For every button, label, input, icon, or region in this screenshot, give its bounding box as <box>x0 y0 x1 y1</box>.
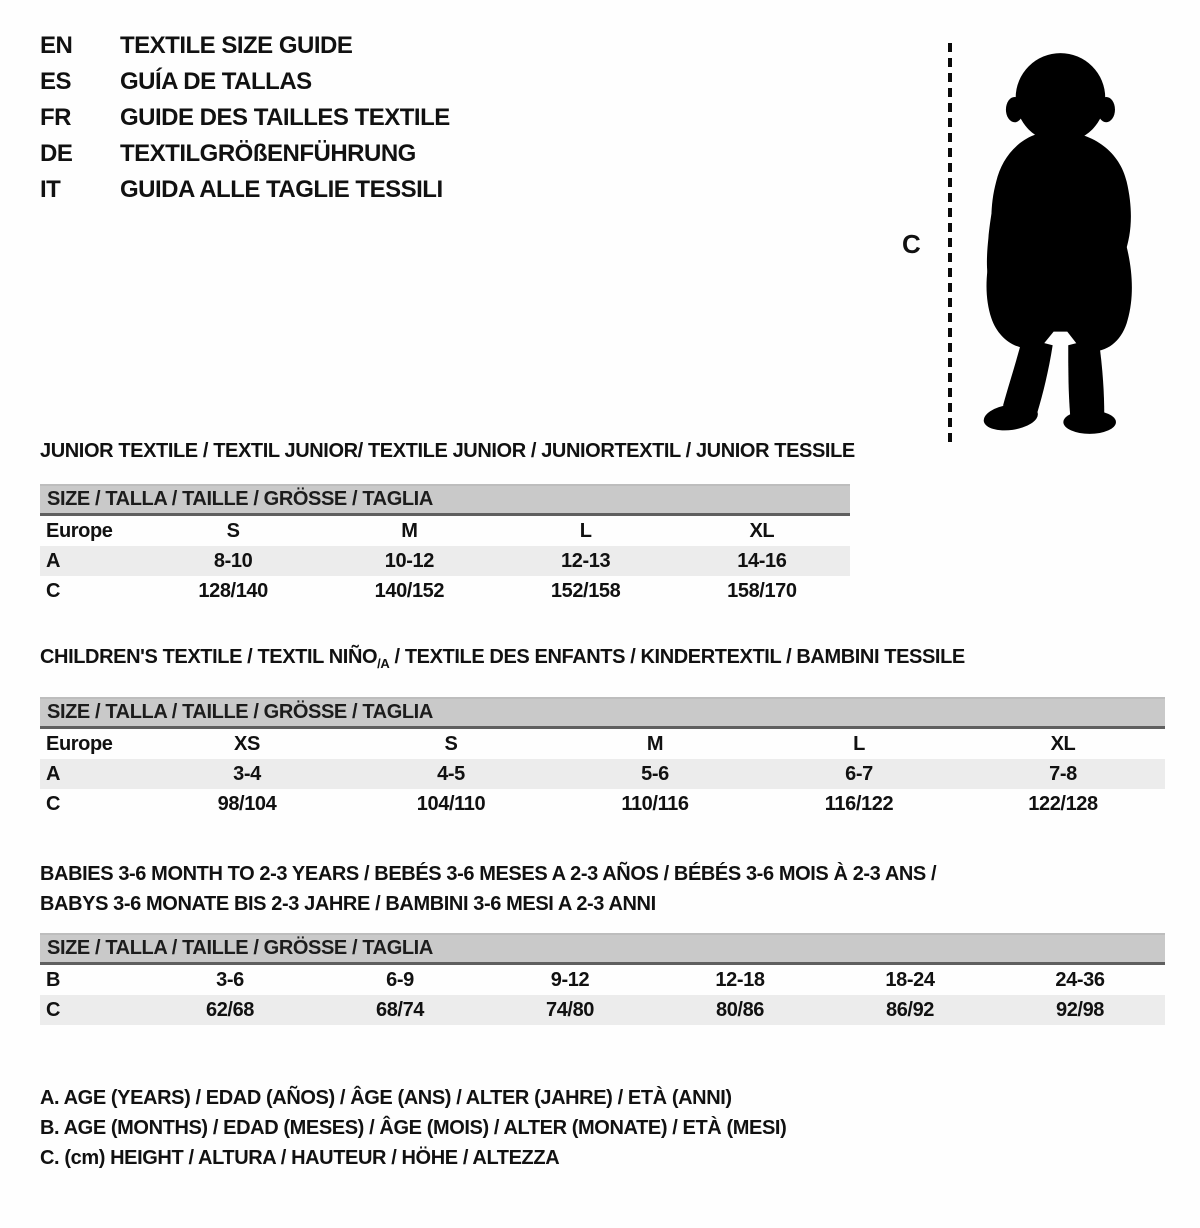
cell: M <box>401 519 418 542</box>
section-title-children <box>40 646 1165 675</box>
lang-code: EN <box>40 32 73 59</box>
guide-title-es: GUÍA DE TALLAS <box>120 68 312 95</box>
cell: 9-12 <box>550 968 590 991</box>
section-title-junior: JUNIOR TEXTILE / TEXTIL JUNIOR/ TEXTILE JUNIOR / JUNIORTEXTIL / JUNIOR TESSILE <box>40 440 855 462</box>
cell: 3-4 <box>233 762 261 785</box>
cell: 116/122 <box>824 792 894 815</box>
cell: 86/92 <box>885 998 935 1021</box>
babies-size-table <box>40 933 1165 1025</box>
cell: 74/80 <box>545 998 595 1021</box>
row-label: C <box>46 579 61 602</box>
cell: 5-6 <box>641 762 669 785</box>
guide-title-it: GUIDA ALLE TAGLIE TESSILI <box>120 176 443 203</box>
cell: 122/128 <box>1028 792 1098 815</box>
cell: 6-9 <box>386 968 414 991</box>
table-row-height <box>40 789 1165 819</box>
lang-code: IT <box>40 176 61 203</box>
cell: 4-5 <box>437 762 465 785</box>
cell: 104/110 <box>416 792 486 815</box>
guide-title-fr: GUIDE DES TAILLES TEXTILE <box>120 104 450 131</box>
cell: 110/116 <box>621 792 689 815</box>
cell: 8-10 <box>213 549 253 572</box>
cell: 12-18 <box>715 968 765 991</box>
legend-line-b: B. AGE (MONTHS) / EDAD (MESES) / ÂGE (MOIS) / ALTER (MONATE) / ETÀ (MESI) <box>40 1117 787 1139</box>
table-row-age <box>40 546 850 576</box>
cell: 7-8 <box>1049 762 1077 785</box>
lang-code: ES <box>40 68 72 95</box>
junior-size-table <box>40 484 850 606</box>
babies-title-line1: BABIES 3-6 MONTH TO 2-3 YEARS / BEBÉS 3-6 MESES A 2-3 AÑOS / BÉBÉS 3-6 MOIS À 2-3 ANS / <box>40 863 937 885</box>
row-label: Europe <box>46 732 113 755</box>
cell: 140/152 <box>374 579 445 602</box>
cell: 3-6 <box>216 968 244 991</box>
guide-title-de: TEXTILGRÖßENFÜHRUNG <box>120 140 416 167</box>
row-label: Europe <box>46 519 113 542</box>
children-title-prefix: CHILDREN'S TEXTILE / TEXTIL NIÑO <box>40 646 378 668</box>
children-size-table <box>40 697 1165 819</box>
cell: 14-16 <box>737 549 787 572</box>
cell: 24-36 <box>1055 968 1105 991</box>
section-title-babies <box>40 859 1165 919</box>
row-label: C <box>46 792 61 815</box>
cell: 98/104 <box>217 792 277 815</box>
cell: 18-24 <box>885 968 935 991</box>
height-figure <box>902 43 1151 445</box>
table-row-europe <box>40 729 1165 759</box>
cell: XS <box>234 732 260 755</box>
cell: 6-7 <box>845 762 873 785</box>
cell: 12-13 <box>561 549 611 572</box>
cell: XL <box>1050 732 1076 755</box>
row-label: A <box>46 762 61 785</box>
cell: L <box>579 519 592 542</box>
table-row-height <box>40 576 850 606</box>
children-title-suffix: / TEXTILE DES ENFANTS / KINDERTEXTIL / BAMBINI TESSILE <box>389 646 965 668</box>
table-row-age-months <box>40 965 1165 995</box>
table-row-europe <box>40 516 850 546</box>
height-measure-label: C <box>902 228 921 259</box>
cell: 62/68 <box>205 998 255 1021</box>
cell: L <box>853 732 865 755</box>
row-label: B <box>46 968 61 991</box>
size-tables <box>40 440 1165 1173</box>
toddler-silhouette-icon <box>966 43 1151 443</box>
legend-line-a: A. AGE (YEARS) / EDAD (AÑOS) / ÂGE (ANS) / ALTER (JAHRE) / ETÀ (ANNI) <box>40 1087 732 1109</box>
legend-line-c: C. (cm) HEIGHT / ALTURA / HAUTEUR / HÖHE / ALTEZZA <box>40 1147 560 1169</box>
cell: 80/86 <box>715 998 765 1021</box>
lang-code: FR <box>40 104 71 131</box>
cell: M <box>646 732 664 755</box>
table-row-age <box>40 759 1165 789</box>
lang-code: DE <box>40 140 73 167</box>
table-row-height <box>40 995 1165 1025</box>
cell: 152/158 <box>550 579 621 602</box>
cell: 92/98 <box>1055 998 1105 1021</box>
cell: 68/74 <box>375 998 425 1021</box>
cell: XL <box>749 519 775 542</box>
textile-size-guide <box>0 28 1200 1228</box>
children-title-sub: /A <box>377 656 390 671</box>
row-label: A <box>46 549 61 572</box>
cell: S <box>226 519 240 542</box>
legend <box>40 1083 1165 1173</box>
size-header-bar: SIZE / TALLA / TAILLE / GRÖSSE / TAGLIA <box>40 484 850 516</box>
babies-title-line2: BABYS 3-6 MONATE BIS 2-3 JAHRE / BAMBINI 3-6 MESI A 2-3 ANNI <box>40 893 656 915</box>
guide-title-en: TEXTILE SIZE GUIDE <box>120 32 353 59</box>
row-label: C <box>46 998 61 1021</box>
cell: 10-12 <box>384 549 434 572</box>
cell: S <box>444 732 458 755</box>
cell: 158/170 <box>727 579 797 602</box>
height-dashed-line <box>948 43 952 443</box>
size-header-bar: SIZE / TALLA / TAILLE / GRÖSSE / TAGLIA <box>40 933 1165 965</box>
cell: 128/140 <box>198 579 268 602</box>
size-header-bar: SIZE / TALLA / TAILLE / GRÖSSE / TAGLIA <box>40 697 1165 729</box>
